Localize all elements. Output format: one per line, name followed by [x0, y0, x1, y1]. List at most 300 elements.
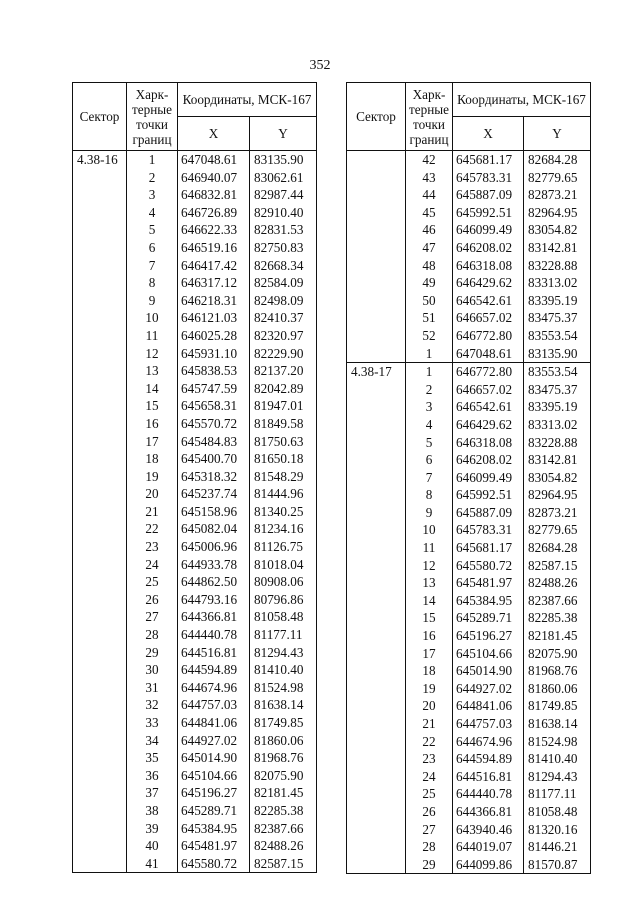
point-number-cell: 44 — [406, 186, 453, 204]
y-coordinate-cell: 82387.66 — [250, 820, 317, 838]
sector-cell — [73, 503, 127, 521]
y-coordinate-cell: 81294.43 — [250, 644, 317, 662]
point-number-cell: 21 — [406, 715, 453, 733]
table-row — [347, 592, 591, 610]
table-row — [347, 821, 591, 839]
point-number-cell: 27 — [127, 608, 178, 626]
y-coordinate-cell: 81749.85 — [524, 697, 591, 715]
x-coordinate-cell: 645887.09 — [453, 186, 524, 204]
x-coordinate-cell: 645931.10 — [178, 345, 250, 363]
y-coordinate-cell: 82410.37 — [250, 309, 317, 327]
y-coordinate-cell: 81126.75 — [250, 538, 317, 556]
sector-cell — [73, 749, 127, 767]
y-coordinate-cell: 80796.86 — [250, 591, 317, 609]
x-coordinate-cell: 646726.89 — [178, 204, 250, 222]
x-coordinate-cell: 645747.59 — [178, 380, 250, 398]
x-coordinate-cell: 645104.66 — [453, 645, 524, 663]
table-row — [347, 363, 591, 381]
table-row — [347, 680, 591, 698]
y-coordinate-cell: 81570.87 — [524, 856, 591, 874]
sector-cell — [347, 309, 406, 327]
y-coordinate-cell: 82964.95 — [524, 486, 591, 504]
sector-cell — [347, 750, 406, 768]
x-coordinate-cell: 645484.83 — [178, 433, 250, 451]
y-coordinate-cell: 81294.43 — [524, 768, 591, 786]
sector-cell — [73, 696, 127, 714]
y-coordinate-cell: 82488.26 — [250, 837, 317, 855]
point-number-cell: 22 — [406, 733, 453, 751]
y-coordinate-cell: 82910.40 — [250, 204, 317, 222]
sector-cell — [73, 837, 127, 855]
y-coordinate-cell: 82873.21 — [524, 504, 591, 522]
sector-cell: 4.38-17 — [347, 363, 406, 381]
point-number-cell: 24 — [406, 768, 453, 786]
sector-cell — [347, 239, 406, 257]
sector-cell — [347, 574, 406, 592]
y-coordinate-cell: 82779.65 — [524, 169, 591, 187]
table-row — [73, 362, 317, 380]
x-coordinate-cell: 645196.27 — [453, 627, 524, 645]
point-number-cell: 3 — [127, 186, 178, 204]
y-coordinate-cell: 81638.14 — [524, 715, 591, 733]
x-coordinate-cell: 645681.17 — [453, 151, 524, 169]
x-coordinate-cell: 644674.96 — [453, 733, 524, 751]
point-number-cell: 50 — [406, 292, 453, 310]
x-coordinate-cell: 644440.78 — [178, 626, 250, 644]
x-coordinate-cell: 645783.31 — [453, 521, 524, 539]
point-number-cell: 1 — [127, 151, 178, 169]
y-coordinate-cell: 82750.83 — [250, 239, 317, 257]
sector-cell — [73, 608, 127, 626]
x-coordinate-cell: 644841.06 — [178, 714, 250, 732]
y-coordinate-cell: 82498.09 — [250, 292, 317, 310]
sector-cell — [73, 345, 127, 363]
sector-cell — [347, 345, 406, 363]
x-coordinate-cell: 646099.49 — [453, 469, 524, 487]
sector-cell — [73, 204, 127, 222]
y-coordinate-cell: 82181.45 — [250, 784, 317, 802]
x-coordinate-cell: 644757.03 — [178, 696, 250, 714]
table-row — [73, 556, 317, 574]
y-coordinate-cell: 82488.26 — [524, 574, 591, 592]
table-row — [347, 504, 591, 522]
table-row — [73, 732, 317, 750]
sector-cell — [73, 485, 127, 503]
y-coordinate-cell: 81524.98 — [250, 679, 317, 697]
table-row — [73, 626, 317, 644]
y-coordinate-cell: 80908.06 — [250, 573, 317, 591]
x-coordinate-cell: 646832.81 — [178, 186, 250, 204]
sector-cell — [347, 434, 406, 452]
x-coordinate-cell: 646772.80 — [453, 327, 524, 345]
table-row — [73, 802, 317, 820]
table-row — [73, 538, 317, 556]
table-row — [347, 557, 591, 575]
x-coordinate-cell: 646940.07 — [178, 169, 250, 187]
y-coordinate-cell: 81177.11 — [250, 626, 317, 644]
x-coordinate-cell: 645580.72 — [453, 557, 524, 575]
y-coordinate-cell: 81320.16 — [524, 821, 591, 839]
point-number-cell: 52 — [406, 327, 453, 345]
table-row — [73, 749, 317, 767]
point-number-cell: 8 — [406, 486, 453, 504]
point-number-cell: 16 — [127, 415, 178, 433]
y-coordinate-cell: 83475.37 — [524, 309, 591, 327]
sector-cell — [73, 450, 127, 468]
point-number-cell: 22 — [127, 520, 178, 538]
x-coordinate-cell: 644674.96 — [178, 679, 250, 697]
y-coordinate-cell: 82042.89 — [250, 380, 317, 398]
point-number-cell: 5 — [127, 221, 178, 239]
sector-cell — [347, 627, 406, 645]
table-row — [73, 204, 317, 222]
y-coordinate-cell: 83553.54 — [524, 327, 591, 345]
sector-cell — [347, 838, 406, 856]
point-number-cell: 33 — [127, 714, 178, 732]
point-number-cell: 32 — [127, 696, 178, 714]
point-number-cell: 16 — [406, 627, 453, 645]
y-coordinate-cell: 81548.29 — [250, 468, 317, 486]
table-row — [347, 204, 591, 222]
sector-cell — [73, 556, 127, 574]
sector-cell — [347, 451, 406, 469]
table-row — [347, 768, 591, 786]
coordinates-table-left — [72, 82, 317, 873]
table-row — [347, 733, 591, 751]
x-coordinate-cell: 644366.81 — [178, 608, 250, 626]
x-coordinate-cell: 644927.02 — [178, 732, 250, 750]
y-coordinate-cell: 82075.90 — [524, 645, 591, 663]
point-number-cell: 15 — [406, 609, 453, 627]
y-coordinate-cell: 81446.21 — [524, 838, 591, 856]
table-row — [347, 221, 591, 239]
table-row — [73, 468, 317, 486]
table-row — [73, 644, 317, 662]
table-row — [73, 221, 317, 239]
table-row — [347, 434, 591, 452]
table-row — [73, 696, 317, 714]
y-coordinate-cell: 82964.95 — [524, 204, 591, 222]
x-coordinate-cell: 645580.72 — [178, 855, 250, 873]
point-number-cell: 27 — [406, 821, 453, 839]
x-coordinate-cell: 646318.08 — [453, 434, 524, 452]
point-number-cell: 45 — [406, 204, 453, 222]
sector-cell — [73, 433, 127, 451]
table-row — [347, 186, 591, 204]
table-row — [73, 608, 317, 626]
point-number-cell: 26 — [406, 803, 453, 821]
table-row — [73, 837, 317, 855]
sector-cell — [73, 855, 127, 873]
sector-cell — [73, 591, 127, 609]
x-coordinate-cell: 645196.27 — [178, 784, 250, 802]
x-coordinate-cell: 646208.02 — [453, 451, 524, 469]
point-number-cell: 18 — [406, 662, 453, 680]
x-coordinate-cell: 645014.90 — [453, 662, 524, 680]
sector-cell: 4.38-16 — [73, 151, 127, 169]
sector-cell — [347, 504, 406, 522]
x-coordinate-cell: 646099.49 — [453, 221, 524, 239]
sector-cell — [347, 697, 406, 715]
table-row — [347, 856, 591, 874]
x-coordinate-cell: 645384.95 — [178, 820, 250, 838]
sector-cell — [73, 415, 127, 433]
y-coordinate-cell: 83395.19 — [524, 292, 591, 310]
point-number-cell: 42 — [406, 151, 453, 169]
sector-cell — [73, 362, 127, 380]
point-number-cell: 28 — [127, 626, 178, 644]
sector-cell — [73, 274, 127, 292]
y-coordinate-cell: 82831.53 — [250, 221, 317, 239]
sector-cell — [347, 856, 406, 874]
y-coordinate-cell: 81340.25 — [250, 503, 317, 521]
table-row — [73, 450, 317, 468]
y-coordinate-cell: 82137.20 — [250, 362, 317, 380]
table-row — [73, 433, 317, 451]
x-coordinate-cell: 645481.97 — [453, 574, 524, 592]
point-number-cell: 43 — [406, 169, 453, 187]
sector-cell — [73, 626, 127, 644]
point-number-cell: 15 — [127, 397, 178, 415]
x-coordinate-cell: 644933.78 — [178, 556, 250, 574]
y-coordinate-cell: 83228.88 — [524, 434, 591, 452]
x-coordinate-cell: 646318.08 — [453, 257, 524, 275]
y-coordinate-cell: 82387.66 — [524, 592, 591, 610]
table-row — [347, 609, 591, 627]
point-number-cell: 23 — [406, 750, 453, 768]
point-number-cell: 40 — [127, 837, 178, 855]
x-coordinate-cell: 644793.16 — [178, 591, 250, 609]
sector-cell — [73, 820, 127, 838]
x-coordinate-cell: 644927.02 — [453, 680, 524, 698]
table-row — [73, 679, 317, 697]
y-coordinate-cell: 82987.44 — [250, 186, 317, 204]
table-row — [347, 574, 591, 592]
x-coordinate-cell: 645006.96 — [178, 538, 250, 556]
table-row — [73, 520, 317, 538]
header-y: Y — [250, 117, 317, 151]
sector-cell — [73, 309, 127, 327]
x-coordinate-cell: 645681.17 — [453, 539, 524, 557]
point-number-cell: 25 — [127, 573, 178, 591]
header-y: Y — [524, 117, 591, 151]
y-coordinate-cell: 81860.06 — [524, 680, 591, 698]
table-body-left — [73, 151, 317, 873]
y-coordinate-cell: 81860.06 — [250, 732, 317, 750]
x-coordinate-cell: 645570.72 — [178, 415, 250, 433]
point-number-cell: 10 — [127, 309, 178, 327]
table-row — [73, 591, 317, 609]
point-number-cell: 8 — [127, 274, 178, 292]
header-points: Харк-терные точки границ — [406, 83, 453, 151]
y-coordinate-cell: 83475.37 — [524, 381, 591, 399]
x-coordinate-cell: 645289.71 — [178, 802, 250, 820]
sector-cell — [73, 239, 127, 257]
table-row — [347, 239, 591, 257]
sector-cell — [347, 557, 406, 575]
y-coordinate-cell: 81058.48 — [250, 608, 317, 626]
sector-cell — [347, 539, 406, 557]
point-number-cell: 9 — [127, 292, 178, 310]
sector-cell — [347, 645, 406, 663]
y-coordinate-cell: 82229.90 — [250, 345, 317, 363]
y-coordinate-cell: 81410.40 — [524, 750, 591, 768]
x-coordinate-cell: 646542.61 — [453, 398, 524, 416]
sector-cell — [347, 821, 406, 839]
sector-cell — [73, 784, 127, 802]
point-number-cell: 11 — [406, 539, 453, 557]
sector-cell — [347, 186, 406, 204]
x-coordinate-cell: 644366.81 — [453, 803, 524, 821]
sector-cell — [347, 327, 406, 345]
y-coordinate-cell: 82684.28 — [524, 151, 591, 169]
point-number-cell: 1 — [406, 345, 453, 363]
sector-cell — [73, 661, 127, 679]
sector-cell — [347, 381, 406, 399]
sector-cell — [347, 398, 406, 416]
sector-cell — [347, 609, 406, 627]
point-number-cell: 34 — [127, 732, 178, 750]
x-coordinate-cell: 647048.61 — [453, 345, 524, 363]
point-number-cell: 12 — [127, 345, 178, 363]
sector-cell — [347, 486, 406, 504]
header-sector: Сектор — [73, 83, 127, 151]
x-coordinate-cell: 645838.53 — [178, 362, 250, 380]
x-coordinate-cell: 646121.03 — [178, 309, 250, 327]
table-row — [73, 327, 317, 345]
y-coordinate-cell: 82684.28 — [524, 539, 591, 557]
x-coordinate-cell: 646657.02 — [453, 309, 524, 327]
y-coordinate-cell: 82285.38 — [524, 609, 591, 627]
table-row — [347, 803, 591, 821]
point-number-cell: 14 — [127, 380, 178, 398]
sector-cell — [347, 521, 406, 539]
coordinates-table-right — [346, 82, 591, 874]
table-row — [347, 662, 591, 680]
table-row — [347, 327, 591, 345]
x-coordinate-cell: 645318.32 — [178, 468, 250, 486]
table-row — [73, 661, 317, 679]
point-number-cell: 13 — [406, 574, 453, 592]
point-number-cell: 18 — [127, 450, 178, 468]
point-number-cell: 49 — [406, 274, 453, 292]
header-coords: Координаты, МСК-167 — [178, 83, 317, 117]
sector-cell — [347, 274, 406, 292]
point-number-cell: 24 — [127, 556, 178, 574]
header-x: X — [453, 117, 524, 151]
sector-cell — [73, 221, 127, 239]
y-coordinate-cell: 81018.04 — [250, 556, 317, 574]
table-row — [73, 151, 317, 169]
point-number-cell: 2 — [406, 381, 453, 399]
table-row — [73, 380, 317, 398]
table-row — [347, 627, 591, 645]
point-number-cell: 20 — [127, 485, 178, 503]
x-coordinate-cell: 644594.89 — [178, 661, 250, 679]
table-row — [73, 345, 317, 363]
sector-cell — [347, 169, 406, 187]
table-row — [73, 169, 317, 187]
y-coordinate-cell: 81638.14 — [250, 696, 317, 714]
sector-cell — [347, 221, 406, 239]
x-coordinate-cell: 645014.90 — [178, 749, 250, 767]
x-coordinate-cell: 646429.62 — [453, 416, 524, 434]
table-row — [73, 573, 317, 591]
sector-cell — [347, 204, 406, 222]
x-coordinate-cell: 646025.28 — [178, 327, 250, 345]
sector-cell — [347, 257, 406, 275]
y-coordinate-cell: 83062.61 — [250, 169, 317, 187]
x-coordinate-cell: 644516.81 — [453, 768, 524, 786]
sector-cell — [347, 785, 406, 803]
table-row — [73, 292, 317, 310]
sector-cell — [347, 469, 406, 487]
page-number: 352 — [309, 58, 331, 73]
x-coordinate-cell: 646208.02 — [453, 239, 524, 257]
table-row — [73, 257, 317, 275]
x-coordinate-cell: 646542.61 — [453, 292, 524, 310]
sector-cell — [347, 680, 406, 698]
point-number-cell: 7 — [406, 469, 453, 487]
y-coordinate-cell: 81849.58 — [250, 415, 317, 433]
sector-cell — [73, 538, 127, 556]
sector-cell — [73, 292, 127, 310]
sector-cell — [73, 257, 127, 275]
point-number-cell: 11 — [127, 327, 178, 345]
y-coordinate-cell: 82075.90 — [250, 767, 317, 785]
table-row — [347, 398, 591, 416]
x-coordinate-cell: 646622.33 — [178, 221, 250, 239]
sector-cell — [347, 768, 406, 786]
y-coordinate-cell: 81444.96 — [250, 485, 317, 503]
header-x: X — [178, 117, 250, 151]
point-number-cell: 19 — [127, 468, 178, 486]
y-coordinate-cell: 81524.98 — [524, 733, 591, 751]
header-sector: Сектор — [347, 83, 406, 151]
sector-cell — [347, 292, 406, 310]
y-coordinate-cell: 81234.16 — [250, 520, 317, 538]
x-coordinate-cell: 646429.62 — [453, 274, 524, 292]
y-coordinate-cell: 82584.09 — [250, 274, 317, 292]
point-number-cell: 21 — [127, 503, 178, 521]
y-coordinate-cell: 82873.21 — [524, 186, 591, 204]
x-coordinate-cell: 644757.03 — [453, 715, 524, 733]
table-row — [73, 309, 317, 327]
x-coordinate-cell: 645400.70 — [178, 450, 250, 468]
x-coordinate-cell: 644594.89 — [453, 750, 524, 768]
point-number-cell: 20 — [406, 697, 453, 715]
x-coordinate-cell: 644440.78 — [453, 785, 524, 803]
x-coordinate-cell: 645237.74 — [178, 485, 250, 503]
table-row — [347, 715, 591, 733]
sector-cell — [73, 767, 127, 785]
x-coordinate-cell: 646772.80 — [453, 363, 524, 381]
table-row — [347, 645, 591, 663]
x-coordinate-cell: 644019.07 — [453, 838, 524, 856]
y-coordinate-cell: 83395.19 — [524, 398, 591, 416]
table-row — [73, 820, 317, 838]
x-coordinate-cell: 645158.96 — [178, 503, 250, 521]
y-coordinate-cell: 81947.01 — [250, 397, 317, 415]
point-number-cell: 28 — [406, 838, 453, 856]
x-coordinate-cell: 645887.09 — [453, 504, 524, 522]
table-row — [347, 257, 591, 275]
point-number-cell: 6 — [406, 451, 453, 469]
sector-cell — [73, 644, 127, 662]
sector-cell — [73, 327, 127, 345]
y-coordinate-cell: 83135.90 — [250, 151, 317, 169]
point-number-cell: 46 — [406, 221, 453, 239]
